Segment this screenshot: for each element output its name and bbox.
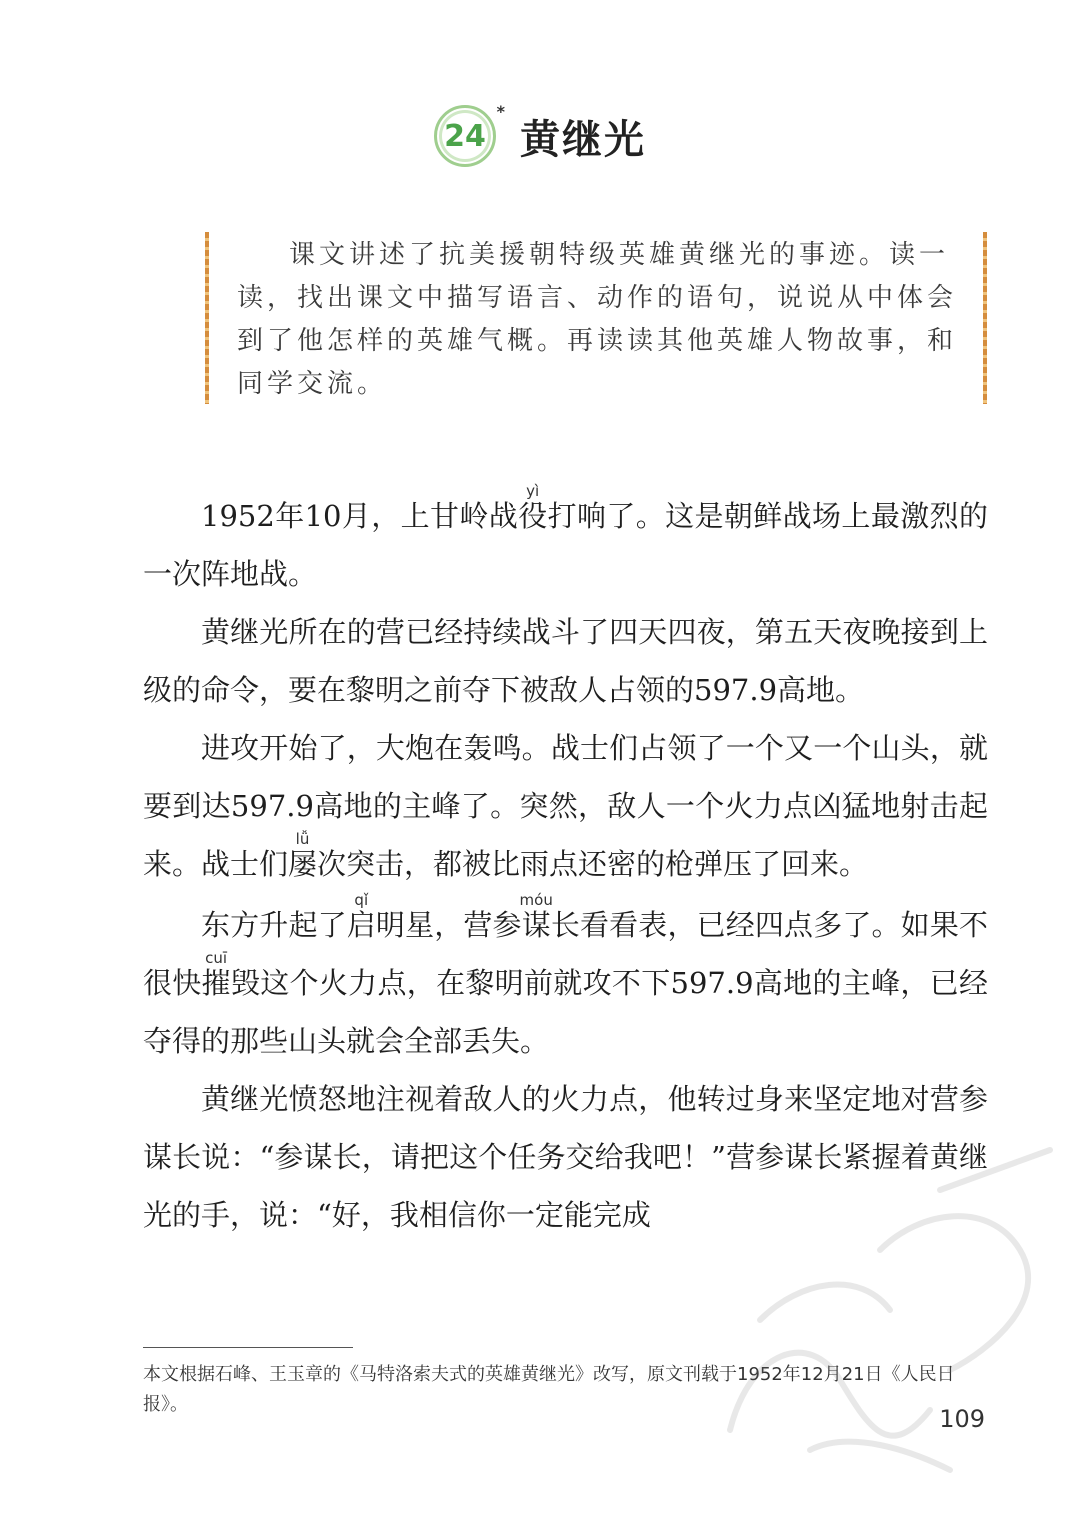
pinyin-annotation — [201, 949, 231, 1000]
pinyin-annotation — [519, 891, 553, 942]
lesson-number: 24 — [444, 118, 486, 154]
pinyin: qǐ — [346, 891, 376, 909]
paragraph-1 — [143, 484, 988, 603]
text-run: 东方升起了 — [201, 908, 347, 942]
paragraph-4 — [143, 893, 988, 1070]
text-run: 明星，营参 — [375, 908, 522, 942]
footnote-divider — [143, 1347, 353, 1348]
pinyin: yì — [518, 482, 548, 500]
lesson-body — [143, 484, 988, 1244]
annotated-char: 屡 — [288, 847, 318, 881]
pinyin: lǚ — [288, 830, 318, 848]
text-run: 1952年10月，上甘岭战 — [201, 499, 519, 533]
pinyin-annotation — [288, 830, 318, 881]
annotated-char: 役 — [518, 499, 548, 533]
pinyin: cuī — [201, 949, 231, 967]
footnote: 本文根据石峰、王玉章的《马特洛索夫式的英雄黄继光》改写，原文刊载于1952年12月21日《人民日报》。 — [143, 1364, 955, 1415]
pinyin: móu — [519, 891, 553, 909]
lesson-number-badge — [434, 102, 505, 167]
text-run: 进攻开始了，大炮在轰鸣。战士们占领了一个又一个山头，就要到达597.9高地的主峰了。突然，敌人一个火力点凶猛地射击起来。战士们 — [143, 731, 988, 881]
annotated-char: 谋 — [519, 908, 553, 942]
text-run: 打响了。这是朝鲜战场上最激烈的一次阵地战。 — [143, 499, 988, 591]
pinyin-annotation — [518, 482, 548, 533]
text-run: 次突击，都被比雨点还密的枪弹压了回来。 — [317, 847, 869, 881]
text-run: 长看看表，已经四点多了。如果不很快 — [143, 908, 988, 1000]
annotated-char: 启 — [346, 908, 376, 942]
reading-prompt-text: 课文讲述了抗美援朝特级英雄黄继光的事迹。读一读，找出课文中描写语言、动作的语句，说说从中体会到了他怎样的英雄气概。再读读其他英雄人物故事，和同学交流。 — [237, 240, 958, 399]
lesson-title: 黄继光 — [520, 115, 646, 163]
pinyin-annotation — [346, 891, 376, 942]
text-run: 毁这个火力点，在黎明前就攻不下597.9高地的主峰，已经夺得的那些山头就会全部丢失。 — [143, 966, 988, 1058]
annotated-char: 摧 — [201, 966, 231, 1000]
paragraph-5: 黄继光愤怒地注视着敌人的火力点，他转过身来坚定地对营参谋长说：“参谋长，请把这个任务交给我吧！”营参谋长紧握着黄继光的手，说：“好，我相信你一定能完成 — [143, 1082, 988, 1232]
page-number: 109 — [939, 1405, 985, 1433]
reading-prompt-box — [205, 232, 987, 404]
paragraph-2: 黄继光所在的营已经持续战斗了四天四夜，第五天夜晚接到上级的命令，要在黎明之前夺下被敌人占领的597.9高地。 — [143, 615, 988, 707]
paragraph-3 — [143, 719, 988, 893]
self-study-marker: * — [496, 102, 505, 121]
lesson-header — [0, 102, 1080, 167]
